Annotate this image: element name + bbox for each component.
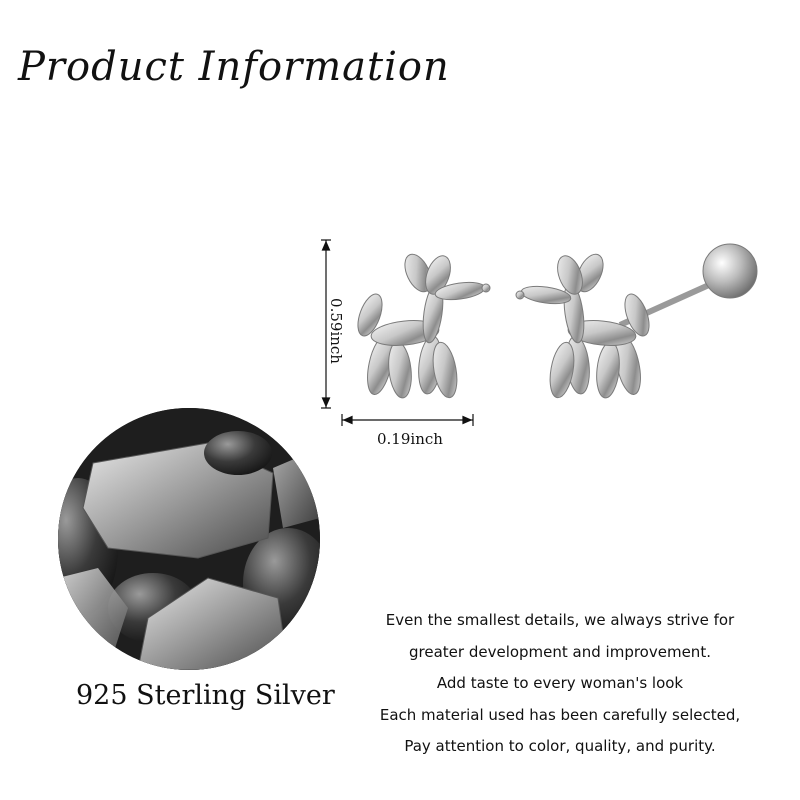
description-line: Each material used has been carefully selected, [379,705,741,724]
material-label: 925 Sterling Silver [76,680,335,711]
sterling-silver-stones-image [58,408,320,670]
left-dog-earring [353,250,490,399]
description-line: greater development and improvement. [409,642,711,661]
description-line: Add taste to every woman's look [436,674,684,692]
height-dimension-label: 0.59inch [326,298,345,364]
description-line: Pay attention to color, quality, and purity. [404,737,716,755]
width-dimension-line [340,410,475,430]
description-line: Even the smallest details, we always strive for [385,611,735,629]
product-description [360,605,760,763]
page-title: Product Information [18,44,450,90]
width-dimension-label: 0.19inch [377,430,443,448]
right-dog-earring [516,244,757,399]
